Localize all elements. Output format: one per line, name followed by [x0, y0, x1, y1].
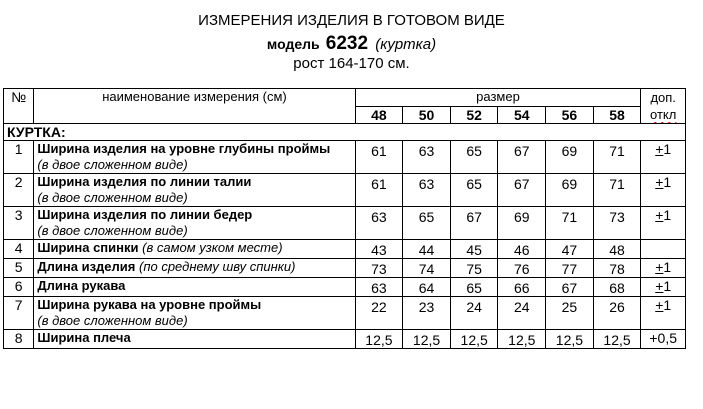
measurement-note: (в двое сложенном виде) — [37, 223, 188, 238]
measurement-name — [34, 330, 355, 349]
value-size-52: 67 — [450, 207, 498, 240]
tolerance-value: 1 — [663, 207, 672, 223]
tolerance — [641, 141, 686, 174]
model-label: модель — [266, 36, 320, 52]
measurement-title: Ширина рукава на уровне проймы — [37, 297, 262, 312]
value-size-56: 71 — [546, 207, 594, 240]
value-size-54: 69 — [498, 207, 546, 240]
value-size-58: 78 — [593, 259, 641, 278]
measurements-table — [3, 88, 686, 349]
value-size-54: 66 — [498, 278, 546, 297]
tolerance — [641, 174, 686, 207]
value-size-52: 65 — [450, 278, 498, 297]
measurement-note: (в двое сложенном виде) — [37, 313, 188, 328]
header-tolerance-line2: откл — [650, 107, 677, 122]
value-size-54: 46 — [498, 240, 546, 259]
table-row — [4, 141, 686, 174]
value-size-50: 74 — [403, 259, 451, 278]
value-size-58: 68 — [593, 278, 641, 297]
tolerance — [641, 259, 686, 278]
value-size-50: 64 — [403, 278, 451, 297]
tolerance-sign: + — [655, 174, 664, 190]
tolerance-value: 1 — [663, 259, 672, 275]
value-size-58: 26 — [593, 297, 641, 330]
row-number: 7 — [4, 297, 34, 330]
document-title: ИЗМЕРЕНИЯ ИЗДЕЛИЯ В ГОТОВОМ ВИДЕ — [198, 12, 505, 29]
tolerance-sign: + — [655, 259, 664, 275]
measurement-note: (в двое сложенном виде) — [37, 190, 188, 205]
value-size-56: 77 — [546, 259, 594, 278]
tolerance — [641, 297, 686, 330]
value-size-50: 63 — [403, 174, 451, 207]
value-size-52: 65 — [450, 141, 498, 174]
tolerance — [641, 330, 686, 349]
measurement-title: Длина рукава — [37, 278, 126, 293]
value-size-54: 24 — [498, 297, 546, 330]
value-size-56: 69 — [546, 141, 594, 174]
measurement-title: Ширина плеча — [37, 330, 131, 345]
value-size-48: 63 — [355, 278, 403, 297]
row-number: 4 — [4, 240, 34, 259]
value-size-52: 12,5 — [450, 330, 498, 349]
measurement-note: (в самом узком месте) — [142, 240, 283, 255]
size-header-48: 48 — [355, 106, 403, 124]
size-header-56: 56 — [546, 106, 594, 124]
tolerance-sign: + — [655, 207, 664, 223]
value-size-48: 12,5 — [355, 330, 403, 349]
header-number: № — [4, 89, 34, 124]
tolerance-value: 1 — [663, 174, 672, 190]
value-size-50: 65 — [403, 207, 451, 240]
value-size-56: 12,5 — [546, 330, 594, 349]
measurement-title: Ширина изделия по линии талии — [37, 174, 252, 189]
value-size-48: 63 — [355, 207, 403, 240]
table-row — [4, 278, 686, 297]
value-size-52: 75 — [450, 259, 498, 278]
measurement-title: Длина изделия — [37, 259, 136, 274]
row-number: 6 — [4, 278, 34, 297]
value-size-52: 65 — [450, 174, 498, 207]
measurement-note: (в двое сложенном виде) — [37, 157, 188, 172]
value-size-48: 73 — [355, 259, 403, 278]
value-size-54: 67 — [498, 141, 546, 174]
value-size-50: 44 — [403, 240, 451, 259]
measurement-name — [34, 259, 355, 278]
table-row — [4, 330, 686, 349]
measurement-name — [34, 240, 355, 259]
tolerance-value: 1 — [663, 297, 672, 313]
value-size-54: 12,5 — [498, 330, 546, 349]
tolerance — [641, 278, 686, 297]
table-row — [4, 297, 686, 330]
size-header-54: 54 — [498, 106, 546, 124]
row-number: 1 — [4, 141, 34, 174]
row-number: 2 — [4, 174, 34, 207]
value-size-48: 61 — [355, 174, 403, 207]
tolerance-sign: + — [655, 141, 664, 157]
value-size-52: 45 — [450, 240, 498, 259]
tolerance — [641, 240, 686, 259]
size-header-52: 52 — [450, 106, 498, 124]
measurement-name — [34, 174, 355, 207]
row-number: 3 — [4, 207, 34, 240]
row-number: 5 — [4, 259, 34, 278]
measurement-note: (по среднему шву спинки) — [139, 259, 296, 274]
measurement-name — [34, 207, 355, 240]
tolerance — [641, 207, 686, 240]
value-size-56: 69 — [546, 174, 594, 207]
measurement-title: Ширина спинки — [37, 240, 139, 255]
value-size-58: 71 — [593, 141, 641, 174]
tolerance-sign: + — [655, 297, 664, 313]
measurement-title: Ширина изделия по линии бедер — [37, 207, 253, 222]
measurement-title: Ширина изделия на уровне глубины проймы — [37, 141, 331, 156]
section-title: КУРТКА: — [4, 124, 686, 141]
measurement-name — [34, 278, 355, 297]
header-measurement-name: наименование измерения (см) — [34, 89, 355, 124]
table-row — [4, 240, 686, 259]
height-range: рост 164-170 см. — [293, 55, 410, 72]
value-size-52: 24 — [450, 297, 498, 330]
measurement-name — [34, 297, 355, 330]
table-row — [4, 259, 686, 278]
value-size-58: 12,5 — [593, 330, 641, 349]
size-header-50: 50 — [403, 106, 451, 124]
value-size-56: 47 — [546, 240, 594, 259]
model-line — [0, 33, 703, 55]
value-size-48: 22 — [355, 297, 403, 330]
tolerance-value: +0,5 — [649, 330, 678, 346]
model-number: 6232 — [325, 33, 369, 54]
table-row — [4, 174, 686, 207]
header-size: размер — [355, 89, 641, 107]
tolerance-sign: + — [655, 278, 664, 294]
value-size-56: 25 — [546, 297, 594, 330]
header-tolerance-line1: доп. — [650, 90, 676, 105]
tolerance-value: 1 — [663, 278, 672, 294]
value-size-54: 67 — [498, 174, 546, 207]
value-size-58: 71 — [593, 174, 641, 207]
value-size-48: 43 — [355, 240, 403, 259]
value-size-50: 23 — [403, 297, 451, 330]
table-row — [4, 207, 686, 240]
value-size-58: 73 — [593, 207, 641, 240]
value-size-56: 67 — [546, 278, 594, 297]
model-type: (куртка) — [375, 36, 437, 53]
value-size-58: 48 — [593, 240, 641, 259]
size-header-58: 58 — [593, 106, 641, 124]
row-number: 8 — [4, 330, 34, 349]
header-tolerance — [641, 89, 686, 124]
value-size-50: 63 — [403, 141, 451, 174]
measurement-name — [34, 141, 355, 174]
value-size-50: 12,5 — [403, 330, 451, 349]
value-size-48: 61 — [355, 141, 403, 174]
tolerance-value: 1 — [663, 141, 672, 157]
value-size-54: 76 — [498, 259, 546, 278]
